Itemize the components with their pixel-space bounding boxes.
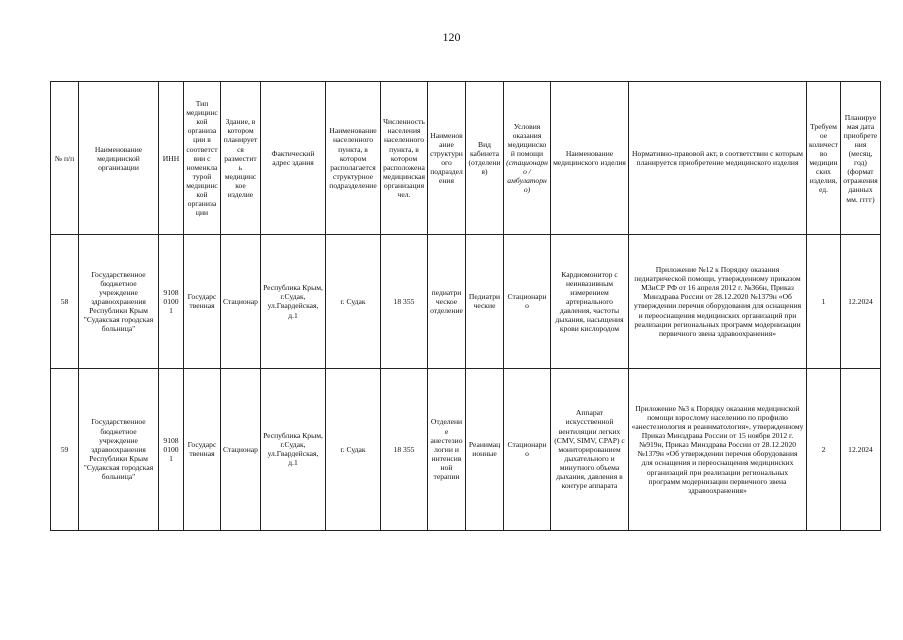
cell-inn: 9108 0100 1 — [159, 235, 184, 368]
cell-date: 12.2024 — [841, 368, 881, 530]
table-row — [51, 235, 881, 368]
cell-conditions: Стационарно — [504, 368, 551, 530]
cell-address: Республика Крым, г.Судак, ул.Гвардейская, д.1 — [261, 235, 326, 368]
header-date: Планируемая дата приобретения (месяц, год) (формат отражения данных мм. гггг) — [841, 82, 881, 235]
header-address: Фактический адрес здания — [261, 82, 326, 235]
cell-room: Реанимационные — [466, 368, 504, 530]
cell-settlement: г. Судак — [326, 368, 381, 530]
cell-org-type: Государственная — [184, 235, 221, 368]
cell-unit: Отделение анестезиологии и интенсивной терапии — [428, 368, 466, 530]
page-number: 120 — [442, 30, 461, 44]
table-row — [51, 368, 881, 530]
cell-inn: 9108 0100 1 — [159, 368, 184, 530]
cell-settlement: г. Судак — [326, 235, 381, 368]
header-inn: ИНН — [159, 82, 184, 235]
header-settlement: Наименование населенного пункта, в котором располагается структурное подразделение — [326, 82, 381, 235]
cell-device: Аппарат искусственной вентиляции легких (CMV, SIMV, CPAP) с мониторированием дыхательного и минутного объема дыхания, давления в контуре аппарата — [551, 368, 629, 530]
cell-qty: 1 — [807, 235, 841, 368]
header-population: Численность населения населенного пункта, в котором расположена медицинская организация чел. — [381, 82, 428, 235]
header-conditions-main: Условия оказания медицинской помощи — [507, 121, 547, 159]
header-room: Вид кабинета (отделения) — [466, 82, 504, 235]
cell-address: Республика Крым, г.Судак, ул.Гвардейская, д.1 — [261, 368, 326, 530]
cell-num: 59 — [51, 368, 79, 530]
cell-num: 58 — [51, 235, 79, 368]
cell-building: Стационар — [221, 235, 261, 368]
header-legal-act: Нормативно-правовой акт, в соответствии с которым планируется приобретение медицинского изделия — [629, 82, 807, 235]
header-unit: Наименование структурного подразделения — [428, 82, 466, 235]
cell-qty: 2 — [807, 368, 841, 530]
procurement-table — [50, 81, 881, 531]
header-row — [51, 82, 881, 235]
header-num: № п/п — [51, 82, 79, 235]
cell-legal-act: Приложение №12 к Порядку оказания педиатрической помощи, утвержденному приказом МЗиСР РФ от 16 апреля 2012 г. №366н, Приказ Минздрава России от 28.12.2020 №1379н «Об утверждении перечня оборудования для оснащения и переоснащения медицинских организаций при реализации региональных программ модернизации первичного звена здравоохранения» — [629, 235, 807, 368]
cell-population: 18 355 — [381, 235, 428, 368]
cell-legal-act: Приложение №3 к Порядку оказания медицинской помощи взрослому населению по профилю «анестезиология и реаниматология», утвержденному Приказ Минздрава России от 15 ноября 2012 г. №919н, Приказ Минздрава России от 28.12.2020 №1379н «Об утверждении перечня оборудования для оснащения и переоснащения медицинских организаций при реализации региональных программ модернизации первичного звена здравоохранения» — [629, 368, 807, 530]
header-org-type: Тип медицинской организации в соответствии с номенклатурой медицинской организации — [184, 82, 221, 235]
header-conditions — [504, 82, 551, 235]
cell-device: Кардиомонитор с неинвазивным измерением артериального давления, частоты дыхания, насыщения крови кислородом — [551, 235, 629, 368]
header-conditions-em: (стационарно / амбулаторно) — [506, 158, 548, 195]
header-building: Здание, в котором планируется разместить медицинское изделие — [221, 82, 261, 235]
header-device: Наименование медицинского изделия — [551, 82, 629, 235]
cell-unit: педиатрическое отделение — [428, 235, 466, 368]
cell-org-type: Государственная — [184, 368, 221, 530]
cell-building: Стационар — [221, 368, 261, 530]
cell-org-name: Государственное бюджетное учреждение здравоохранения Республики Крым "Судакская городская больница" — [79, 235, 159, 368]
cell-conditions: Стационарно — [504, 235, 551, 368]
cell-room: Педиатрические — [466, 235, 504, 368]
cell-org-name: Государственное бюджетное учреждение здравоохранения Республики Крым "Судакская городская больница" — [79, 368, 159, 530]
cell-date: 12.2024 — [841, 235, 881, 368]
header-org-name: Наименование медицинской организации — [79, 82, 159, 235]
header-qty: Требуемое количество медицинских изделия, ед. — [807, 82, 841, 235]
cell-population: 18 355 — [381, 368, 428, 530]
